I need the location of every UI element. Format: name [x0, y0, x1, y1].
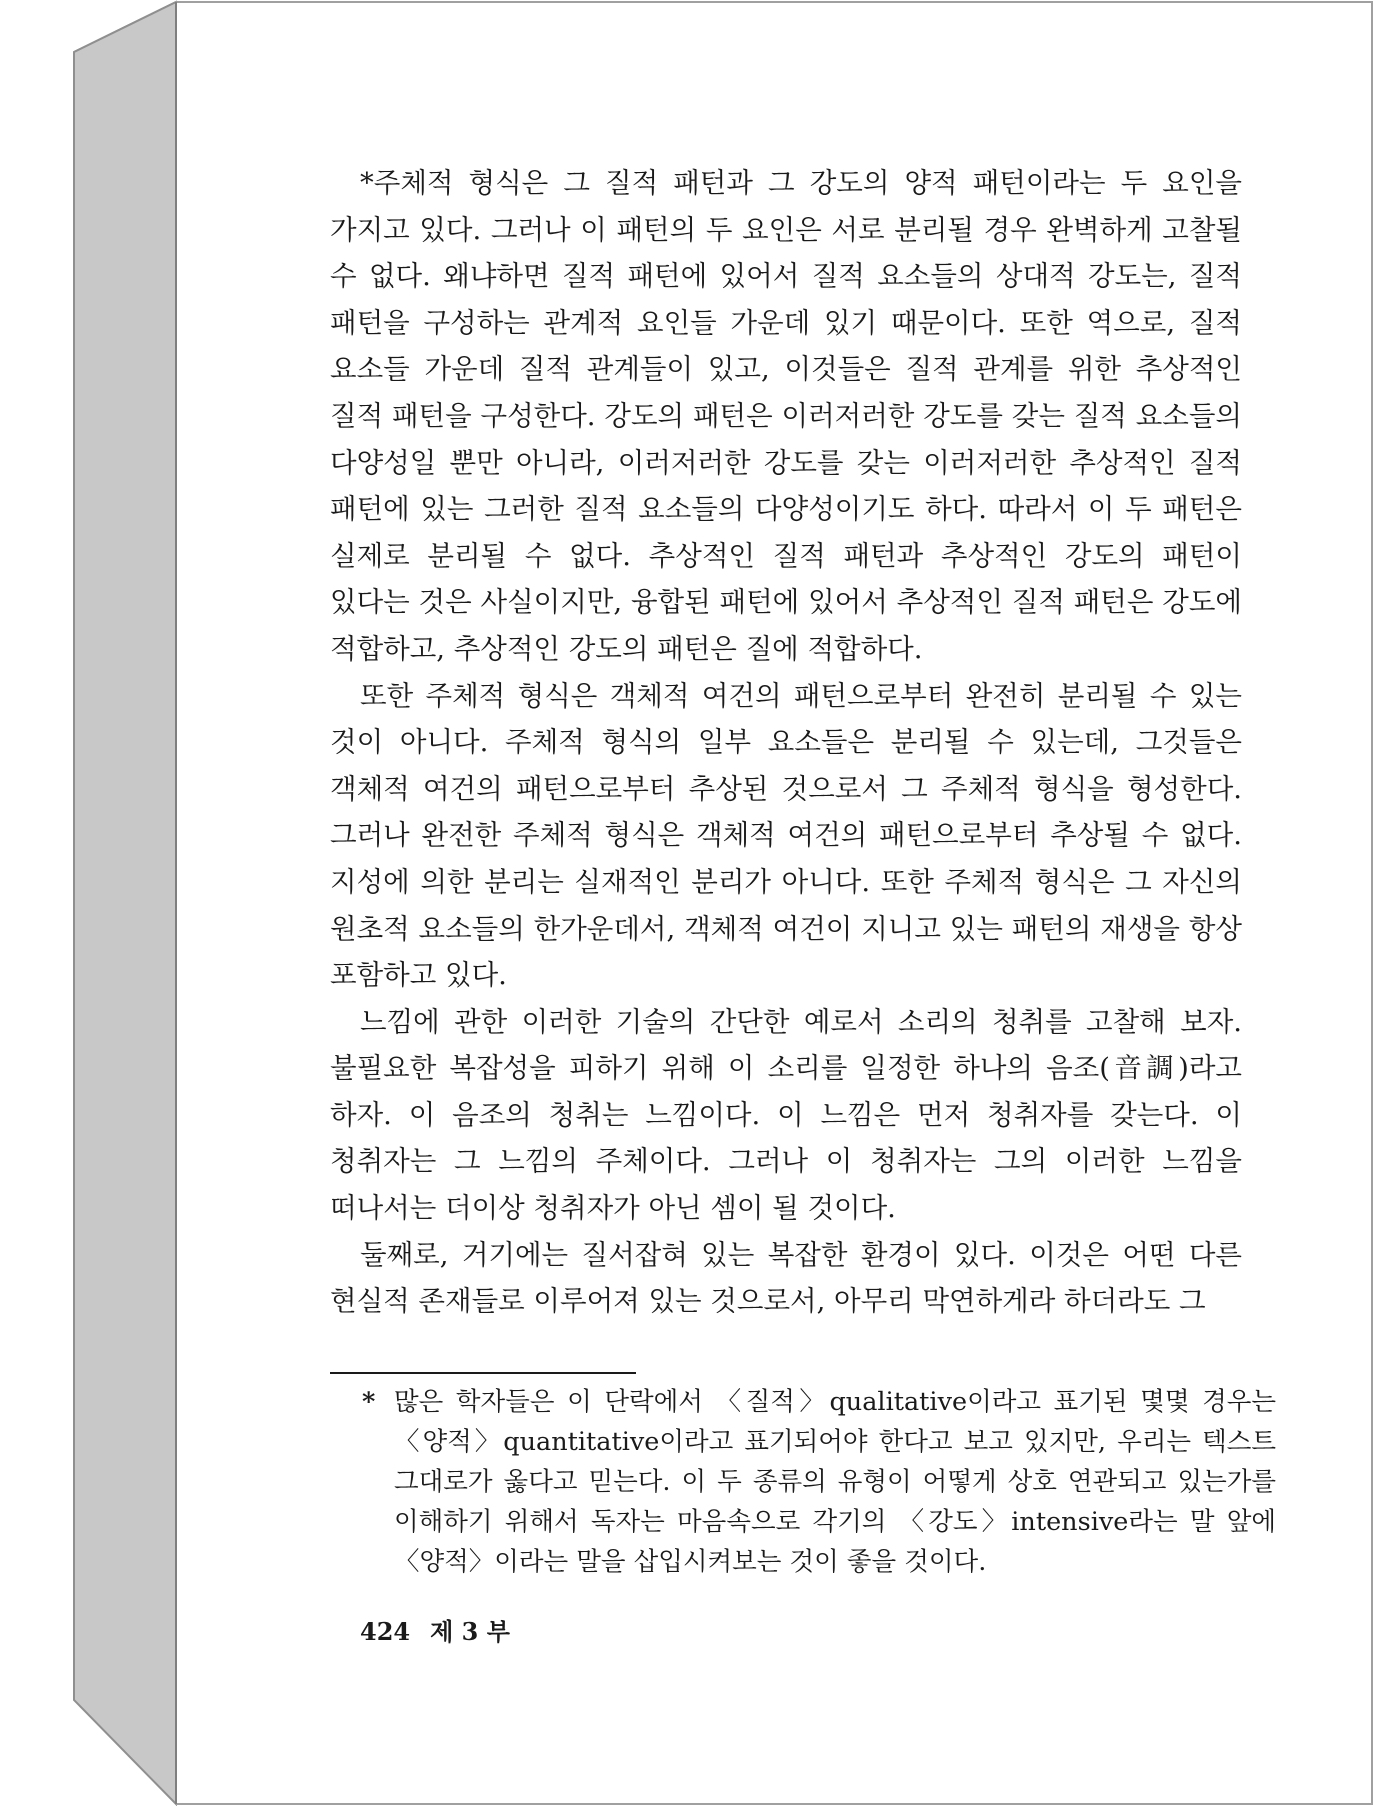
part-label: 제 3 부 — [430, 1617, 510, 1646]
page-number: 424 — [360, 1617, 411, 1646]
footnote-text: 많은 학자들은 이 단락에서 〈질적〉qualitative이라고 표기된 몇몇 경우는 〈양적〉quantitative이라고 표기되어야 한다고 보고 있지만, 우리는 텍스트 그대로가 옳다고 믿는다. 이 두 종류의 유형이 어떻게 상호 연관되고 있는가를 이해하기 위해서 독자는 마음속으로 각기의 〈강도〉intensive라는 말 앞에 〈양적〉이라는 말을 삽입시켜보는 것이 좋을 것이다. — [394, 1387, 1276, 1577]
footnote-marker: * — [362, 1387, 376, 1417]
footnote-rule — [330, 1372, 636, 1374]
paragraph: 둘째로, 거기에는 질서잡혀 있는 복잡한 환경이 있다. 이것은 어떤 다른 현실적 존재들로 이루어져 있는 것으로서, 아무리 막연하게라 하더라도 그 — [330, 1238, 1242, 1318]
paragraph: 느낌에 관한 이러한 기술의 간단한 예로서 소리의 청취를 고찰해 보자. 불필요한 복잡성을 피하기 위해 이 소리를 일정한 하나의 음조(音調)라고 하자. 이 음조의 청취는 느낌이다. 이 느낌은 먼저 청취자를 갖는다. 이 청취자는 그 느낌의 주체이다. 그러나 이 청취자는 그의 이러한 느낌을 떠나서는 더이상 청취자가 아닌 셈이 될 것이다. — [330, 1005, 1242, 1225]
page-footer — [360, 1612, 510, 1647]
main-text — [330, 160, 1242, 1325]
paragraph: 또한 주체적 형식은 객체적 여건의 패턴으로부터 완전히 분리될 수 있는 것이 아니다. 주체적 형식의 일부 요소들은 분리될 수 있는데, 그것들은 객체적 여건의 패턴으로부터 추상된 것으로서 그 주체적 형식을 형성한다. 그러나 완전한 주체적 형식은 객체적 여건의 패턴으로부터 추상될 수 없다. 지성에 의한 분리는 실재적인 분리가 아니다. 또한 주체적 형식은 그 자신의 원초적 요소들의 한가운데서, 객체적 여건이 지니고 있는 패턴의 재생을 항상 포함하고 있다. — [330, 679, 1242, 992]
footnote — [362, 1382, 1276, 1582]
book-spine — [74, 2, 176, 1804]
paragraph: *주체적 형식은 그 질적 패턴과 그 강도의 양적 패턴이라는 두 요인을 가지고 있다. 그러나 이 패턴의 두 요인은 서로 분리될 경우 완벽하게 고찰될 수 없다. 왜냐하면 질적 패턴에 있어서 질적 요소들의 상대적 강도는, 질적 패턴을 구성하는 관계적 요인들 가운데 있기 때문이다. 또한 역으로, 질적 요소들 가운데 질적 관계들이 있고, 이것들은 질적 관계를 위한 추상적인 질적 패턴을 구성한다. 강도의 패턴은 이러저러한 강도를 갖는 질적 요소들의 다양성일 뿐만 아니라, 이러저러한 강도를 갖는 이러저러한 추상적인 질적 패턴에 있는 그러한 질적 요소들의 다양성이기도 하다. 따라서 이 두 패턴은 실제로 분리될 수 없다. 추상적인 질적 패턴과 추상적인 강도의 패턴이 있다는 것은 사실이지만, 융합된 패턴에 있어서 추상적인 질적 패턴은 강도에 적합하고, 추상적인 강도의 패턴은 질에 적합하다. — [330, 167, 1242, 665]
